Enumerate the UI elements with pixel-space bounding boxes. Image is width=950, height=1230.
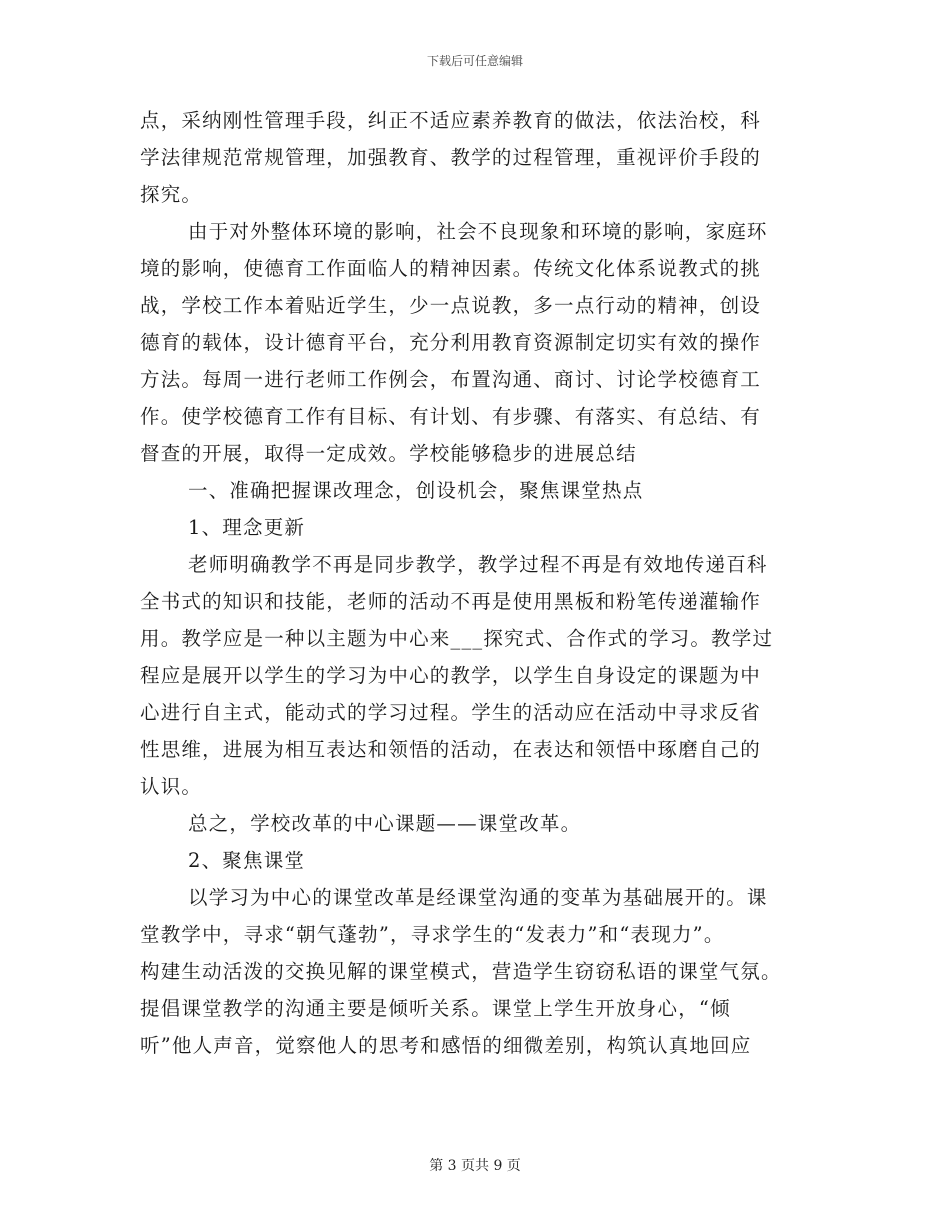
text-line: 作。使学校德育工作有目标、有计划、有步骤、有落实、有总结、有	[140, 405, 762, 428]
text-line: 认识。	[140, 775, 203, 798]
text-line: 用。教学应是一种以主题为中心来___探究式、合作式的学习。教学过	[140, 627, 774, 650]
text-line: 探究。	[140, 183, 203, 206]
section-heading: 一、准确把握课改理念，创设机会，聚焦课堂热点	[188, 479, 644, 502]
text-line: 提倡课堂教学的沟通主要是倾听关系。课堂上学生开放身心，“倾	[140, 997, 731, 1020]
subsection-heading: 2、聚焦课堂	[188, 849, 306, 872]
paragraph-start-line: 由于对外整体环境的影响，社会不良现象和环境的影响，家庭环	[188, 220, 768, 243]
text-line: 战，学校工作本着贴近学生，少一点说教，多一点行动的精神，创设	[140, 294, 762, 317]
text-line: 听”他人声音，觉察他人的思考和感悟的细微差别，构筑认真地回应	[140, 1034, 752, 1057]
text-line: 德育的载体，设计德育平台，充分利用教育资源制定切实有效的操作	[140, 331, 762, 354]
text-line: 构建生动活泼的交换见解的课堂模式，营造学生窃窃私语的课堂气氛。	[140, 960, 782, 983]
text-line: 性思维，进展为相互表达和领悟的活动，在表达和领悟中琢磨自己的	[140, 738, 762, 761]
page-header: 下载后可任意编辑	[426, 54, 523, 68]
text-line: 点，采纳刚性管理手段，纠正不适应素养教育的做法，依法治校，科	[140, 109, 762, 132]
text-line: 督查的开展，取得一定成效。学校能够稳步的进展总结	[140, 442, 637, 465]
paragraph-start-line: 以学习为中心的课堂改革是经课堂沟通的变革为基础展开的。课	[188, 886, 768, 909]
text-line: 学法律规范常规管理，加强教育、教学的过程管理，重视评价手段的	[140, 146, 762, 169]
text-line: 方法。每周一进行老师工作例会，布置沟通、商讨、讨论学校德育工	[140, 368, 762, 391]
document-body	[140, 102, 810, 1064]
text-line: 境的影响，使德育工作面临人的精神因素。传统文化体系说教式的挑	[140, 257, 762, 280]
subsection-heading: 1、理念更新	[188, 516, 306, 539]
paragraph-start-line: 总之，学校改革的中心课题——课堂改革。	[188, 812, 582, 835]
text-line: 程应是展开以学生的学习为中心的教学，以学生自身设定的课题为中	[140, 664, 762, 687]
paragraph-start-line: 老师明确教学不再是同步教学，教学过程不再是有效地传递百科	[188, 553, 768, 576]
text-line: 堂教学中，寻求“朝气蓬勃”，寻求学生的“发表力”和“表现力”。	[140, 923, 725, 946]
page-number: 第 3 页共 9 页	[429, 1158, 521, 1174]
text-line: 心进行自主式，能动式的学习过程。学生的活动应在活动中寻求反省	[140, 701, 762, 724]
text-line: 全书式的知识和技能，老师的活动不再是使用黑板和粉笔传递灌输作	[140, 590, 762, 613]
